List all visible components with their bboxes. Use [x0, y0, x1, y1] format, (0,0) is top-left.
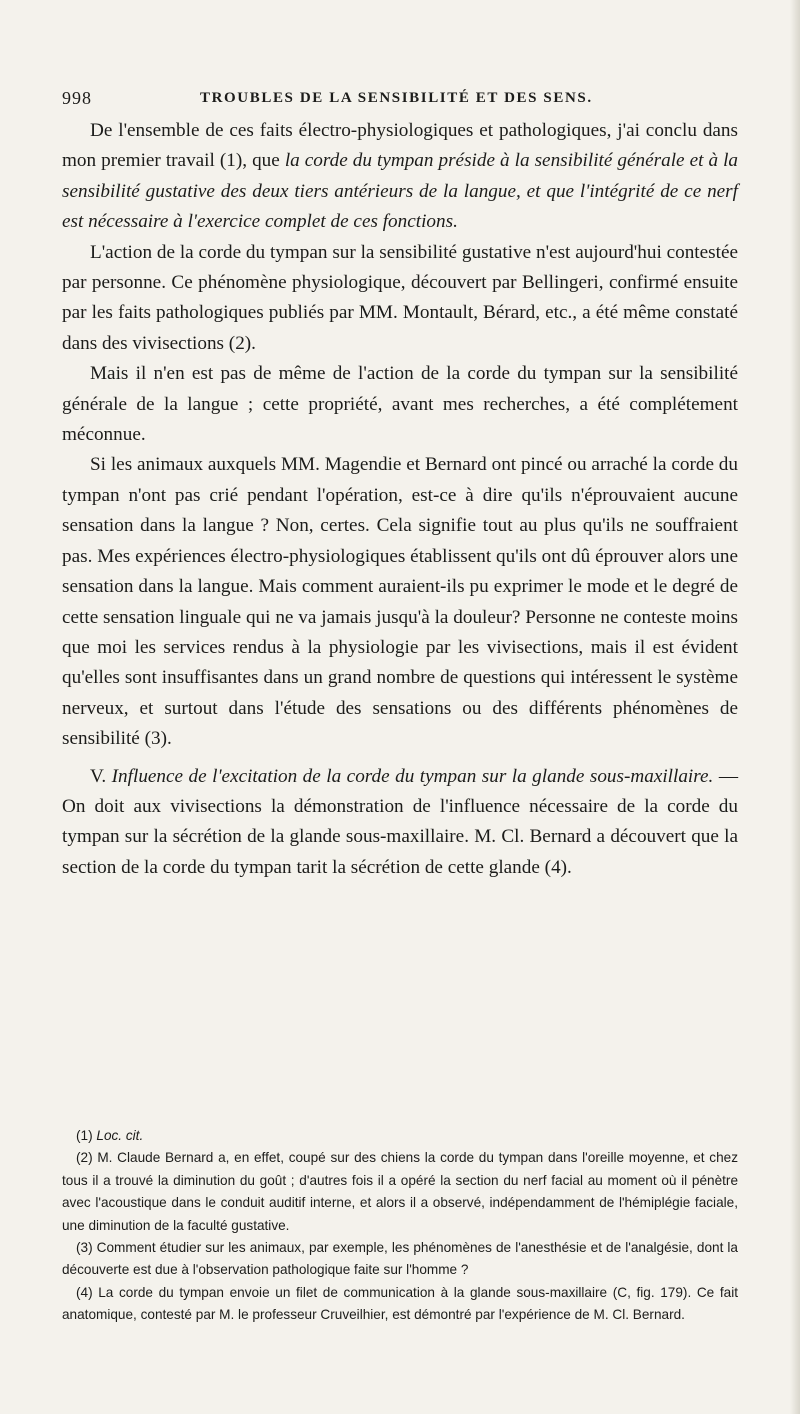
- main-text: [62, 116, 738, 883]
- section-number: V.: [90, 765, 112, 787]
- paragraph-1-text: De l'ensemble de ces faits électro-physiologiques et pathologiques, j'ai conclu dans mon premier travail (1), que: [62, 120, 738, 172]
- paragraph-3: Mais il n'en est pas de même de l'action de la corde du tympan sur la sensibilité générale de la langue ; cette propriété, avant mes recherches, a été complétement méconnue.: [62, 363, 738, 446]
- footnote-4: (4) La corde du tympan envoie un filet de communication à la glande sous-maxillaire (C, fig. 179). Ce fait anatomique, contesté par M. le professeur Cruveilhier, est démontré par l'expérience de M. Cl. Bernard.: [62, 1284, 738, 1323]
- section-title: Influence de l'excitation de la corde du tympan sur la glande sous-maxillaire.: [111, 765, 714, 787]
- footnote-1: [62, 1125, 738, 1147]
- paragraph-1: [62, 116, 738, 238]
- section-text: — On doit aux vivisections la démonstration de l'influence nécessaire de la corde du tympan sur la sécrétion de la glande sous-maxillaire. M. Cl. Bernard a découvert que la section de la corde du tympan tarit la sécrétion de cette glande (4).: [62, 765, 739, 878]
- page-number: 998: [62, 88, 92, 108]
- page-edge: [790, 0, 800, 1414]
- page-header: [62, 88, 742, 112]
- section-v: [62, 762, 738, 884]
- paragraph-2: L'action de la corde du tympan sur la sensibilité gustative n'est aujourd'hui contestée par personne. Ce phénomène physiologique, découvert par Bellingeri, confirmé ensuite par les faits pathologiques publiés par MM. Montault, Bérard, etc., a été même constaté dans des vivisections (2).: [62, 241, 738, 354]
- footnote-1-text: Loc. cit.: [96, 1128, 144, 1143]
- paragraph-1-conclusion: la corde du tympan préside à la sensibilité générale et à la sensibilité gustative des deux tiers antérieurs de la langue, et que l'intégrité de ce nerf est nécessaire à l'exercice complet de ces fonctions.: [62, 150, 739, 233]
- running-title: TROUBLES DE LA SENSIBILITÉ ET DES SENS.: [200, 90, 593, 106]
- footnotes: [62, 1125, 738, 1327]
- footnote-3: (3) Comment étudier sur les animaux, par exemple, les phénomènes de l'anesthésie et de l'analgésie, dont la découverte est due à l'observation pathologique faite sur l'homme ?: [62, 1240, 738, 1278]
- paragraph-4: Si les animaux auxquels MM. Magendie et Bernard ont pincé ou arraché la corde du tympan n'ont pas crié pendant l'opération, est-ce à dire qu'ils n'éprouvaient aucune sensation dans la langue ? Non, certes. Cela signifie tout au plus qu'ils ne souffraient pas. Mes expériences électro-physiologiques établissent qu'ils ont dû éprouver alors une sensation dans la langue. Mais comment auraient-ils pu exprimer le mode et le degré de cette sensation linguale qui ne va jamais jusqu'à la douleur? Personne ne conteste moins que moi les services rendus à la physiologie par les vivisections, mais il est évident qu'elles sont insuffisantes dans un grand nombre de questions qui intéressent le système nerveux, et surtout dans l'étude des sensations ou des différents phénomènes de sensibilité (3).: [62, 454, 738, 750]
- footnote-2: (2) M. Claude Bernard a, en effet, coupé sur des chiens la corde du tympan dans l'oreille moyenne, et chez tous il a trouvé la diminution du goût ; d'autres fois il a opéré la section du nerf facial au moment où il pénètre avec l'acoustique dans le conduit auditif interne, et alors il a observé, indépendamment de l'hémiplégie faciale, une diminution de la faculté gustative.: [62, 1150, 738, 1233]
- footnote-1-number: (1): [76, 1128, 97, 1143]
